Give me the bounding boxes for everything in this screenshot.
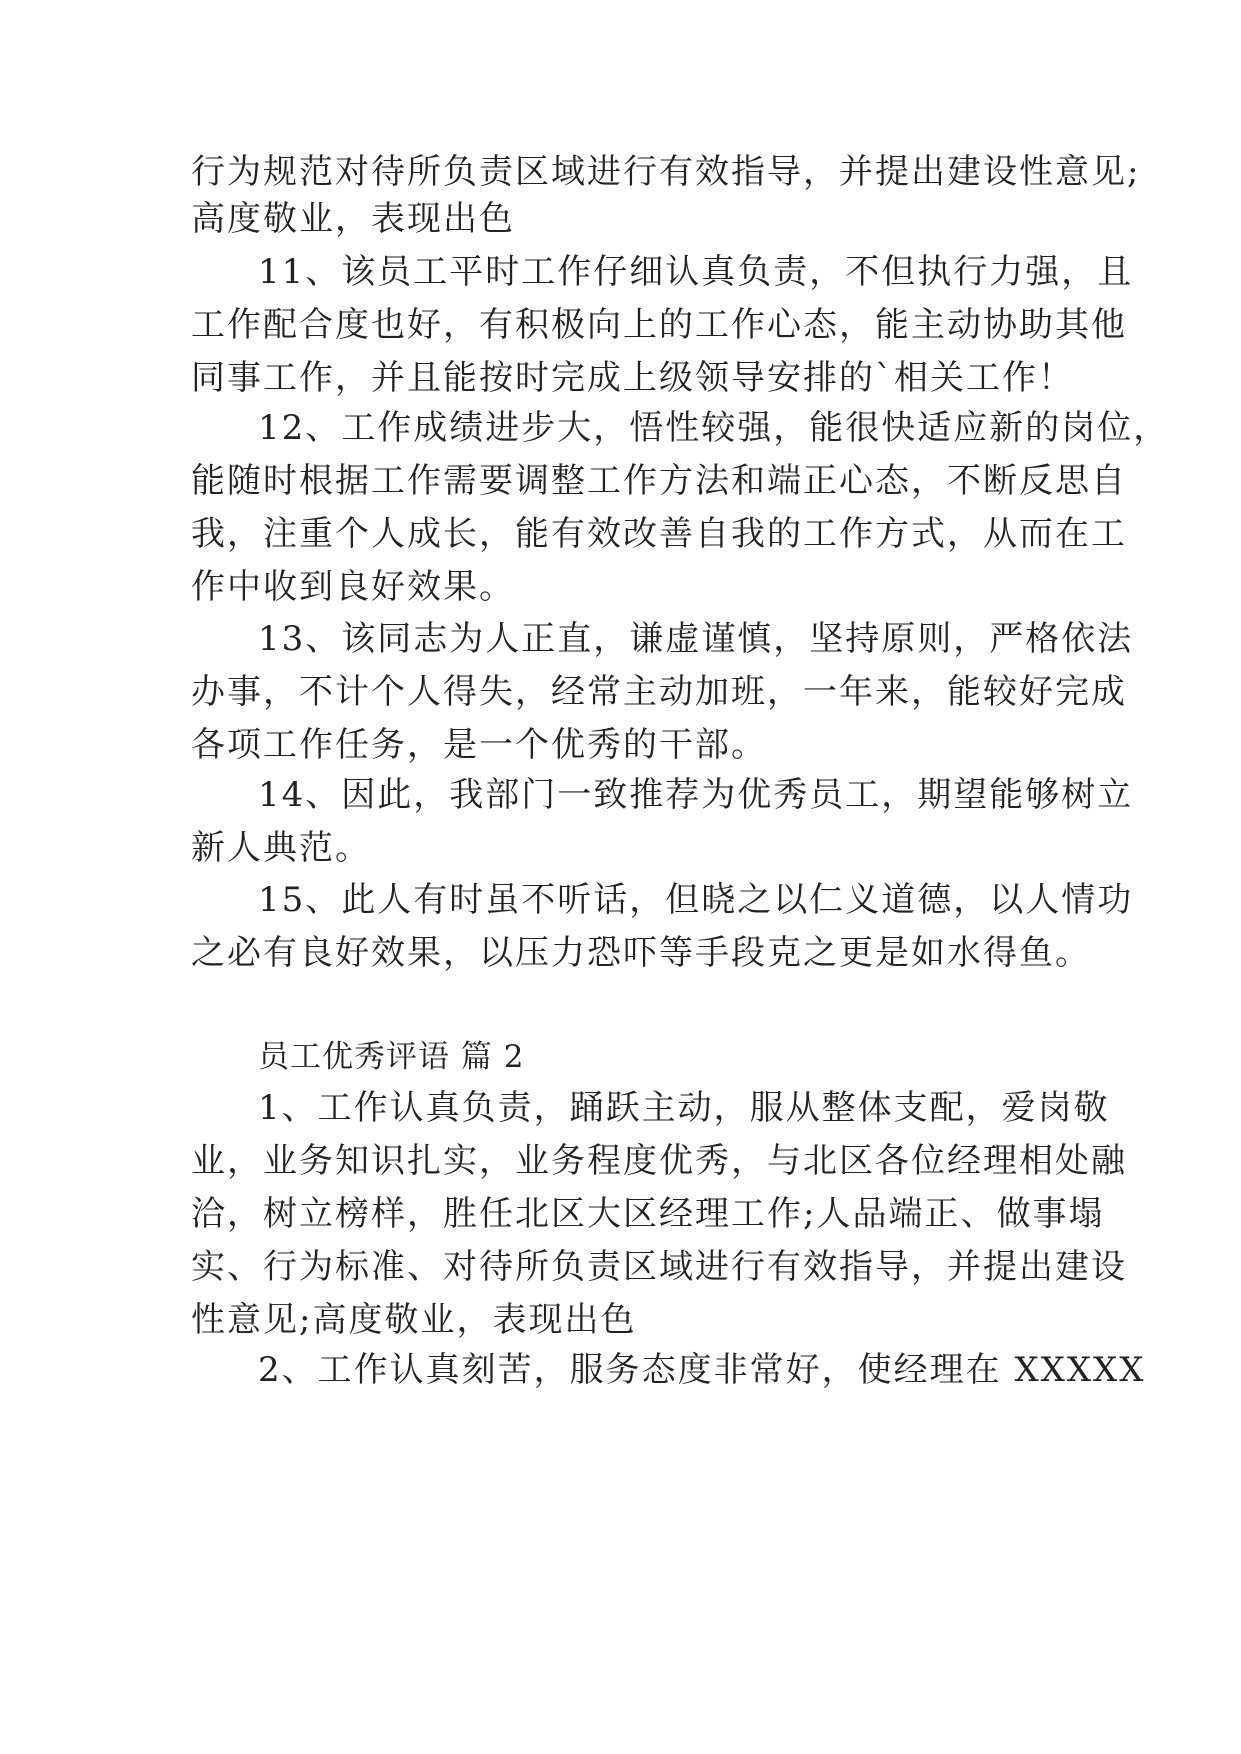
text-line: 行为规范对待所负责区域进行有效指导，并提出建设性意见; bbox=[191, 152, 1141, 192]
text-line: 高度敬业，表现出色 bbox=[191, 199, 515, 239]
text-line: 业，业务知识扎实，业务程度优秀，与北区各位经理相处融 bbox=[191, 1141, 1127, 1181]
text-line: 实、行为标准、对待所负责区域进行有效指导，并提出建设 bbox=[191, 1247, 1127, 1287]
text-line: 办事，不计个人得失，经常主动加班，一年来，能较好完成 bbox=[191, 672, 1127, 712]
text-line: 能随时根据工作需要调整工作方法和端正心态，不断反思自 bbox=[191, 461, 1127, 501]
text-line: 各项工作任务，是一个优秀的干部。 bbox=[191, 725, 767, 765]
paragraph-start: 14、因此，我部门一致推荐为优秀员工，期望能够树立 bbox=[258, 775, 1134, 815]
text-line: 工作配合度也好，有积极向上的工作心态，能主动协助其他 bbox=[191, 305, 1127, 345]
text-line: 之必有良好效果，以压力恐吓等手段克之更是如水得鱼。 bbox=[191, 933, 1091, 973]
paragraph-start: 1、工作认真负责，踊跃主动，服从整体支配，爱岗敬 bbox=[258, 1088, 1110, 1128]
paragraph-start: 2、工作认真刻苦，服务态度非常好，使经理在 XXXXX bbox=[258, 1350, 1146, 1390]
text-line: 同事工作，并且能按时完成上级领导安排的`相关工作！ bbox=[191, 358, 1074, 398]
text-line: 新人典范。 bbox=[191, 828, 371, 868]
paragraph-start: 15、此人有时虽不听话，但晓之以仁义道德，以人情功 bbox=[258, 880, 1134, 920]
section-heading: 员工优秀评语 篇 2 bbox=[258, 1039, 525, 1075]
paragraph-start: 11、该员工平时工作仔细认真负责，不但执行力强，且 bbox=[258, 252, 1134, 292]
text-line: 洽，树立榜样，胜任北区大区经理工作;人品端正、做事塌 bbox=[191, 1194, 1105, 1234]
text-line: 作中收到良好效果。 bbox=[191, 567, 515, 607]
text-line: 我，注重个人成长，能有效改善自我的工作方式，从而在工 bbox=[191, 514, 1127, 554]
text-line: 性意见;高度敬业，表现出色 bbox=[191, 1300, 637, 1340]
paragraph-start: 13、该同志为人正直，谦虚谨慎，坚持原则，严格依法 bbox=[258, 619, 1134, 659]
paragraph-start: 12、工作成绩进步大，悟性较强，能很快适应新的岗位， bbox=[258, 408, 1170, 448]
